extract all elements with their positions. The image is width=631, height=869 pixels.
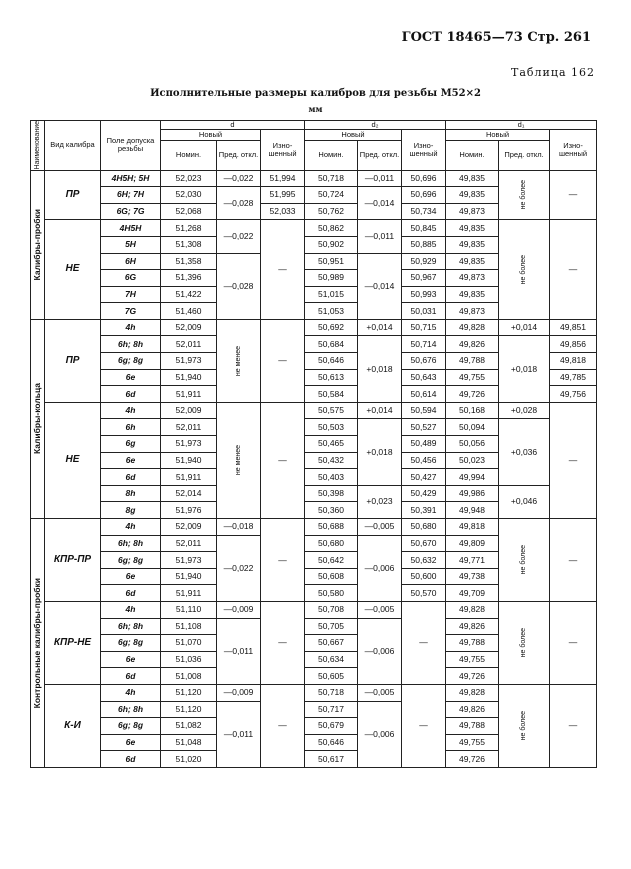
table-row: Калибры-кольца ПР 4h 52,009 не менее — 50,692 +0,014 50,715 49,828 +0,014 49,851 (31, 319, 597, 336)
col-d: d (161, 121, 305, 130)
col-d2-new: Новый (305, 129, 402, 140)
col-d1-new: Новый (446, 129, 550, 140)
col-d1-nom: Номин. (446, 140, 499, 170)
col-d2-dev: Пред. откл. (358, 140, 402, 170)
kind-label: ПР (45, 319, 101, 402)
table-row: КПР-НЕ 4h 51,110 —0,009 — 50,708 —0,005 — 49,828 не более — (31, 601, 597, 618)
kind-label: К-И (45, 684, 101, 767)
table-row: 6H 51,358 —0,028 50,951 —0,014 50,929 49,835 (31, 253, 597, 270)
table-row: 6G; 7G 52,068 52,033 50,762 50,734 49,873 (31, 203, 597, 220)
table-row: 8g 51,976 50,360 50,391 49,948 (31, 502, 597, 519)
kind-label: КПР-НЕ (45, 601, 101, 684)
table-row: 7G 51,460 51,053 50,031 49,873 (31, 303, 597, 320)
table-row: 6e 51,940 50,613 50,643 49,755 49,785 (31, 369, 597, 386)
table-row: 6g; 8g 51,973 50,642 50,632 49,771 (31, 552, 597, 569)
table-row: 5H 51,308 50,902 50,885 49,835 (31, 236, 597, 253)
col-d-worn: Изно- шенный (261, 129, 305, 170)
note-not-less: не менее (217, 402, 261, 518)
kind-label: НЕ (45, 402, 101, 518)
table-row: 6e 51,036 50,634 49,755 (31, 651, 597, 668)
page-header: ГОСТ 18465—73 Стр. 261 (401, 30, 591, 45)
col-d2-worn: Изно- шенный (402, 129, 446, 170)
table-row: 6h; 8h 51,120 —0,011 50,717 —0,006 49,826 (31, 701, 597, 718)
table-row: 6d 51,008 50,605 49,726 (31, 668, 597, 685)
table-row: 8h 52,014 50,398 +0,023 50,429 49,986 +0,046 (31, 485, 597, 502)
note-not-more: не более (499, 684, 550, 767)
table-row: Контрольные калибры-пробки КПР-ПР 4h 52,009 —0,018 — 50,688 —0,005 50,680 49,818 не более — (31, 519, 597, 536)
unit-label: мм (308, 104, 323, 114)
col-d-nom: Номин. (161, 140, 217, 170)
table-row: 6d 51,911 50,584 50,614 49,726 49,756 (31, 386, 597, 403)
table-row: 6h; 8h 52,011 50,684 +0,018 50,714 49,826 +0,018 49,856 (31, 336, 597, 353)
note-not-less: не менее (217, 319, 261, 402)
note-not-more: не более (499, 601, 550, 684)
col-d1: d₁ (446, 121, 597, 130)
col-d2-nom: Номин. (305, 140, 358, 170)
table-row: 6h; 8h 52,011 —0,022 50,680 —0,006 50,670 49,809 (31, 535, 597, 552)
group-label: Калибры-пробки (31, 170, 45, 319)
table-row: НЕ 4H5H 51,268 —0,022 — 50,862 —0,011 50,845 49,835 не более — (31, 220, 597, 237)
table-row: 6G 51,396 50,989 50,967 49,873 (31, 270, 597, 287)
table-row: 6e 51,048 50,646 49,755 (31, 734, 597, 751)
col-d1-dev: Пред. откл. (499, 140, 550, 170)
table-row: 6h 52,011 50,503 +0,018 50,527 50,094 +0,036 (31, 419, 597, 436)
table-row: 6h; 8h 51,108 —0,011 50,705 —0,006 49,826 (31, 618, 597, 635)
table-row: 6g 51,973 50,465 50,489 50,056 (31, 436, 597, 453)
kind-label: НЕ (45, 220, 101, 320)
col-name: Наименование (31, 121, 45, 171)
table-row: 6e 51,940 50,608 50,600 49,738 (31, 568, 597, 585)
col-field: Поле допуска резьбы (101, 121, 161, 171)
col-d1-worn: Изно- шенный (550, 129, 597, 170)
table-row: 6d 51,911 50,403 50,427 49,994 (31, 469, 597, 486)
group-label: Контрольные калибры-пробки (31, 519, 45, 768)
note-not-more: не более (499, 170, 550, 220)
table-number: Таблица 162 (511, 66, 595, 79)
table-row: 6d 51,020 50,617 49,726 (31, 751, 597, 768)
table-row: Калибры-пробки ПР 4H5H; 5H 52,023 —0,022 51,994 50,718 —0,011 50,696 49,835 не более — (31, 170, 597, 187)
col-d2: d₂ (305, 121, 446, 130)
kind-label: КПР-ПР (45, 519, 101, 602)
group-label: Калибры-кольца (31, 319, 45, 518)
table-row: 6d 51,911 50,580 50,570 49,709 (31, 585, 597, 602)
table-title: Исполнительные размеры калибров для резьбы М52×2 (150, 88, 481, 99)
table-row: К-И 4h 51,120 —0,009 — 50,718 —0,005 — 49,828 не более — (31, 684, 597, 701)
kind-label: ПР (45, 170, 101, 220)
table-row: 7H 51,422 51,015 50,993 49,835 (31, 286, 597, 303)
col-kind: Вид калибра (45, 121, 101, 171)
table-row: 6g; 8g 51,973 50,646 50,676 49,788 49,818 (31, 353, 597, 370)
table-row: 6e 51,940 50,432 50,456 50,023 (31, 452, 597, 469)
note-not-more: не более (499, 220, 550, 320)
note-not-more: не более (499, 519, 550, 602)
table-row: 6g; 8g 51,070 50,667 49,788 (31, 635, 597, 652)
table-row: 6g; 8g 51,082 50,679 49,788 (31, 718, 597, 735)
table-row: НЕ 4h 52,009 не менее — 50,575 +0,014 50,594 50,168 +0,028 — (31, 402, 597, 419)
col-d-dev: Пред. откл. (217, 140, 261, 170)
col-d-new: Новый (161, 129, 261, 140)
table-row: 6H; 7H 52,030 —0,028 51,995 50,724 —0,014 50,696 49,835 (31, 187, 597, 204)
calibre-table (30, 120, 597, 768)
